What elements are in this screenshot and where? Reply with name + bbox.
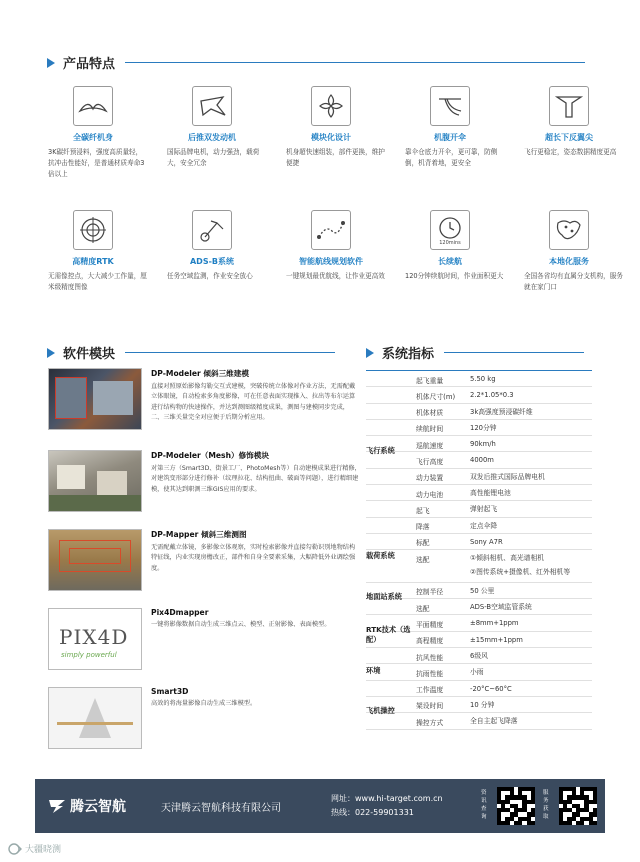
- spec-group-label: 载荷系统: [366, 551, 395, 561]
- high-precision-rtk-icon: [73, 210, 113, 250]
- qr-code[interactable]: [559, 787, 597, 825]
- feature-item: [510, 86, 628, 158]
- spec-value: 5.50 kg: [470, 375, 496, 383]
- feature-name: 本地化服务: [549, 257, 589, 266]
- spec-row: [366, 648, 592, 664]
- spec-row: [366, 534, 592, 550]
- spec-key: 抗风性能: [416, 653, 444, 662]
- spec-key: 选配: [416, 555, 430, 564]
- feature-desc: 国际品牌电机，动力强劲，载荷大，安全冗余: [167, 148, 260, 167]
- spec-row: [366, 518, 592, 534]
- feature-name: 智能航线规划软件: [299, 257, 363, 266]
- spec-value: 高性能锂电池: [470, 489, 511, 498]
- features-section-header: [47, 53, 585, 72]
- software-item: [48, 450, 361, 520]
- spec-group-label: 飞行系统: [366, 445, 395, 455]
- spec-value: 90km/h: [470, 440, 496, 449]
- spec-row: [366, 387, 592, 403]
- svg-text:120mins: 120mins: [439, 240, 461, 245]
- feature-desc: 全国各省均有直属分支机构，服务就在家门口: [524, 272, 623, 291]
- software-desc: 无需配戴立体镜，多影像立体观察，实时检索影像并直接勾勒识别地物结构特征线，内业实现房檐改正，部件和自身全要素采集，大幅降低外业调绘强度。: [151, 544, 356, 572]
- software-desc: 直接对照原始影像勾勒交互式建模，突破传统立体像对作业方法，无需配戴立体眼镜，自动检索多角度影像，可在任意表面实现推入、拉出等布尔运算进行结构物的快速操作，并达到测图级精度成果，测图与建模同步完成，二、三维关量完全对应便于后期分析应用。: [151, 383, 356, 422]
- feature-item: [272, 86, 390, 169]
- software-desc: 一键将影像数据自动生成三维点云、模型、正射影像、表面模型。: [151, 621, 331, 628]
- feature-desc: 靠伞仓底力开伞，更可靠，防侧倒，机背着地，更安全: [405, 148, 498, 167]
- feature-item: [391, 210, 509, 282]
- specs-title: 系统指标: [382, 347, 435, 362]
- software-desc: 对第三方（Smart3D、街景工厂、PhotoMesh等）自动建模成果进行精修，对建筑变形部分进行修补（纹理拉花、结构扭曲、破面等问题），进行精细建模，使其达到职测三维GIS应用的要求。: [151, 465, 361, 493]
- software-title: DP-Modeler（Mesh）修饰模块: [151, 451, 269, 460]
- qr-label: 服务获取: [543, 790, 549, 820]
- software-title: Pix4Dmapper: [151, 608, 209, 617]
- spec-table: [366, 370, 592, 730]
- spec-key: 起飞重量: [416, 376, 444, 385]
- spec-group-label: 飞机操控: [366, 706, 395, 716]
- feature-item: [510, 210, 628, 293]
- spec-key: 平面精度: [416, 620, 444, 629]
- feature-desc: 机身超快速组装，部件更换，维护便捷: [286, 148, 385, 167]
- feature-name: 模块化设计: [311, 133, 351, 142]
- software-title: DP-Modeler 倾斜三维建模: [151, 369, 249, 378]
- spec-value: 弹射起飞: [470, 505, 498, 514]
- feature-desc: 120分钟续航时间，作业面积更大: [405, 272, 504, 280]
- smart3d-image: [48, 687, 142, 749]
- ultra-long-rail-icon: [549, 86, 589, 126]
- spec-key: 架设时间: [416, 702, 444, 711]
- dp-modeler-screenshot: [48, 368, 142, 430]
- spec-key: 选配: [416, 604, 430, 613]
- brand-mark-icon: [47, 798, 67, 814]
- feature-item: [34, 210, 152, 293]
- spec-value: ±8mm+1ppm: [470, 619, 519, 628]
- full-carbon-wing-icon: [73, 86, 113, 126]
- spec-key: 飞行高度: [416, 457, 444, 466]
- spec-group-label: RTK技术（选配）: [366, 624, 411, 644]
- spec-key: 动力装置: [416, 474, 444, 483]
- feature-name: 全碳纤机身: [73, 133, 113, 142]
- spec-value: ADS-B空域监管系统: [470, 603, 532, 612]
- spec-key: 高程精度: [416, 637, 444, 646]
- modular-design-icon: [311, 86, 351, 126]
- ads-b-icon: [192, 210, 232, 250]
- section-divider: [125, 352, 335, 353]
- spec-row: [366, 501, 592, 517]
- website[interactable]: 网址：www.hi-target.com.cn: [331, 794, 443, 803]
- spec-value: 6级风: [470, 652, 488, 661]
- mesh-module-image: [48, 450, 142, 512]
- feature-desc: 3K碳纤预浸料，强度高质量轻，抗冲击性能好，是普通材质寿命3倍以上: [48, 148, 145, 178]
- pix4d-logo: [48, 608, 142, 670]
- brand-logo: [47, 796, 126, 816]
- spec-value: ±15mm+1ppm: [470, 635, 523, 644]
- spec-key: 起飞: [416, 506, 430, 515]
- section-divider: [444, 352, 584, 353]
- spec-key: 控制半径: [416, 588, 444, 597]
- spec-key: 续航时间: [416, 425, 444, 434]
- feature-desc: 一键规划最优航线，让作业更高效: [286, 272, 385, 280]
- feature-desc: 任务空域监测，作业安全放心: [167, 272, 253, 280]
- watermark-logo-icon: [8, 843, 22, 855]
- feature-item: [391, 86, 509, 169]
- brand-name: 腾云智航: [70, 799, 126, 815]
- feature-name: 高精度RTK: [72, 257, 114, 266]
- software-item: [48, 529, 358, 599]
- company-name: 天津腾云智航科技有限公司: [161, 803, 281, 814]
- software-item: [48, 608, 358, 678]
- spec-key: 标配: [416, 539, 430, 548]
- spec-row: [366, 404, 592, 420]
- long-endurance-icon: [430, 210, 470, 250]
- spec-value: Sony A7R: [470, 537, 503, 546]
- pix4d-tagline: simply powerful: [61, 651, 117, 659]
- section-marker-icon: [47, 58, 55, 68]
- software-item: [48, 687, 358, 757]
- route-planning-icon: [311, 210, 351, 250]
- hotline: 热线：022-59901331: [331, 808, 414, 817]
- software-section-header: [47, 343, 335, 362]
- spec-key: 降落: [416, 523, 430, 532]
- software-title: DP-Mapper 倾斜三维测图: [151, 530, 247, 539]
- spec-row: [366, 485, 592, 501]
- dual-engine-icon: [192, 86, 232, 126]
- software-item: [48, 368, 358, 438]
- feature-name: ADS-B系统: [189, 257, 234, 266]
- footer-bar: [35, 779, 605, 833]
- spec-key: 巡航速度: [416, 441, 444, 450]
- specs-section-header: [366, 343, 584, 362]
- watermark: 大疆晓测: [8, 842, 61, 855]
- spec-value: 2.2*1.05*0.3: [470, 391, 514, 400]
- local-service-icon: [549, 210, 589, 250]
- spec-value: 小雨: [470, 668, 484, 677]
- spec-key: 机体尺寸(m): [416, 392, 456, 401]
- spec-value: -20°C~60°C: [470, 684, 512, 693]
- software-title: 软件模块: [63, 347, 116, 362]
- spec-value: 10 分钟: [470, 700, 495, 709]
- spec-key: 机体材质: [416, 409, 444, 418]
- feature-name: 机腹开伞: [434, 133, 466, 142]
- feature-name: 后推双发动机: [188, 133, 236, 142]
- software-desc: 高效的将海量影像自动生成三维模型。: [151, 700, 257, 707]
- pix4d-logo-text: PIX4D: [59, 625, 129, 649]
- spec-group-label: 地面站系统: [366, 592, 402, 602]
- section-divider: [125, 62, 585, 63]
- feature-item: [153, 86, 271, 169]
- spec-group-label: 环境: [366, 665, 381, 675]
- features-title: 产品特点: [63, 57, 116, 72]
- software-title: Smart3D: [151, 687, 189, 696]
- spec-value: 120分钟: [470, 423, 497, 432]
- feature-desc: 飞行更稳定，姿态数据精度更高: [524, 148, 617, 156]
- belly-hatch-icon: [430, 86, 470, 126]
- spec-row: [366, 420, 592, 436]
- spec-value: 双发后推式国际品牌电机: [470, 472, 545, 481]
- feature-item: [34, 86, 152, 180]
- feature-item: [153, 210, 271, 282]
- dp-mapper-image: [48, 529, 142, 591]
- spec-key: 抗雨性能: [416, 669, 444, 678]
- spec-row: [366, 371, 592, 387]
- spec-key: 工作温度: [416, 686, 444, 695]
- spec-value: 3k高强度预浸碳纤维: [470, 407, 533, 416]
- spec-row: [366, 469, 592, 485]
- spec-key: 动力电池: [416, 490, 444, 499]
- spec-value: 全自主起飞降落: [470, 717, 518, 726]
- qr-code[interactable]: [497, 787, 535, 825]
- feature-desc: 无需像控点，大大减少工作量，厘米级精度图像: [48, 272, 147, 291]
- spec-value: ①倾斜相机、高光谱相机 ②图传系统+摄像机、红外相机等: [470, 554, 571, 577]
- feature-name: 长续航: [438, 257, 462, 266]
- spec-value: 50 公里: [470, 586, 495, 595]
- qr-label: 资讯查询: [481, 790, 487, 820]
- feature-name: 超长下反翼尖: [545, 133, 593, 142]
- spec-row: [366, 681, 592, 697]
- spec-value: 4000m: [470, 456, 494, 465]
- spec-value: 定点伞降: [470, 521, 498, 530]
- feature-item: [272, 210, 390, 282]
- section-marker-icon: [47, 348, 55, 358]
- spec-key: 操控方式: [416, 718, 444, 727]
- section-marker-icon: [366, 348, 374, 358]
